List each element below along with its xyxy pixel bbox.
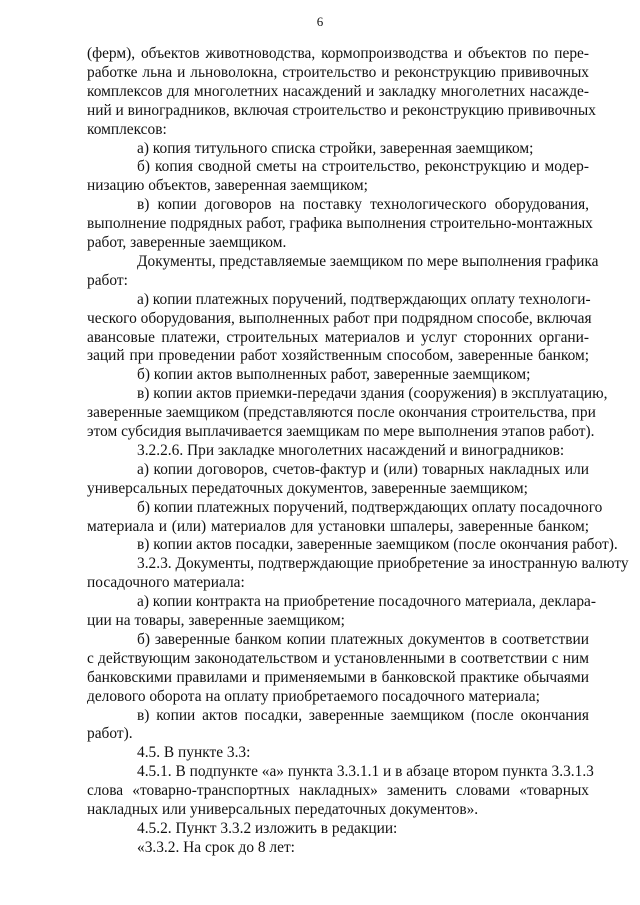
text-line: в) копии актов посадки, заверенные заемщиком (после окончания работ).: [137, 536, 618, 554]
text-line: «3.3.2. На срок до 8 лет:: [137, 838, 295, 856]
text-line: 4.5.1. В подпункте «а» пункта 3.3.1.1 и в абзаце втором пункта 3.3.1.3: [137, 763, 594, 781]
text-line: работ, заверенные заемщиком.: [87, 234, 287, 251]
text-line: б) копия сводной сметы на строительство, реконструкцию и модер-: [137, 158, 589, 176]
text-line: (ферм), объектов животноводства, кормопроизводства и объектов по пере-: [87, 45, 589, 62]
text-line: комплексов для многолетних насаждений и закладку многолетних насажде-: [87, 82, 589, 100]
page-number: 6: [316, 14, 324, 29]
text-line: этом субсидия выплачивается заемщикам по мере выполнения этапов работ).: [87, 423, 595, 440]
text-line: заверенные заемщиком (представляются после окончания строительства, при: [87, 404, 596, 422]
text-line: 3.2.3. Документы, подтверждающие приобретение за иностранную валюту: [137, 555, 629, 573]
text-line: в) копии договоров на поставку технологического оборудования,: [137, 196, 589, 214]
text-line: накладных или универсальных передаточных документов».: [87, 801, 479, 818]
text-line: работке льна и льноволокна, строительство и реконструкцию прививочных: [87, 63, 589, 81]
text-line: ческого оборудования, выполненных работ при подрядном способе, включая: [87, 309, 592, 327]
text-line: материала и (или) материалов для установки шпалеры, заверенные банком;: [87, 517, 589, 535]
text-line: делового оборота на оплату приобретаемого посадочного материала;: [87, 687, 540, 705]
text-line: ний и виноградников, включая строительство и реконструкцию прививочных: [87, 101, 596, 119]
text-line: заций при проведении работ хозяйственным способом, заверенные банком;: [87, 347, 589, 365]
text-line: выполнение подрядных работ, графика выполнения строительно-монтажных: [87, 215, 593, 233]
text-line: а) копии договоров, счетов-фактур и (или) товарных накладных или: [137, 460, 589, 478]
text-line: 3.2.2.6. При закладке многолетних насаждений и виноградников:: [137, 441, 565, 459]
text-line: комплексов:: [87, 120, 167, 138]
text-line: с действующим законодательством и установленными в соответствии с ним: [87, 649, 589, 667]
text-line: в) копии актов приемки-передачи здания (сооружения) в эксплуатацию,: [137, 385, 608, 403]
text-line: слова «товарно-транспортных накладных» заменить словами «товарных: [87, 782, 589, 800]
text-line: банковскими правилами и применяемыми в банковской практике обычаями: [87, 668, 589, 686]
text-line: низацию объектов, заверенная заемщиком;: [87, 177, 368, 195]
text-line: 4.5. В пункте 3.3:: [137, 744, 251, 762]
text-line: б) копии платежных поручений, подтверждающих оплату посадочного: [137, 498, 603, 516]
text-line: а) копия титульного списка стройки, заверенная заемщиком;: [137, 139, 534, 157]
text-line: а) копии контракта на приобретение посадочного материала, деклара-: [137, 593, 596, 611]
text-line: б) заверенные банком копии платежных документов в соответствии: [137, 630, 589, 648]
text-line: работ:: [87, 271, 128, 289]
text-line: авансовые платежи, строительных материалов и услуг сторонних органи-: [87, 328, 589, 346]
text-line: а) копии платежных поручений, подтверждающих оплату технологи-: [137, 290, 591, 308]
text-line: универсальных передаточных документов, заверенные заемщиком;: [87, 479, 528, 497]
text-line: в) копии актов посадки, заверенные заемщиком (после окончания: [137, 706, 589, 724]
text-line: 4.5.2. Пункт 3.3.2 изложить в редакции:: [137, 819, 398, 837]
text-line: работ).: [87, 725, 133, 743]
text-line: ции на товары, заверенные заемщиком;: [87, 612, 345, 629]
text-line: б) копии актов выполненных работ, заверенные заемщиком;: [137, 366, 531, 384]
text-line: посадочного материала:: [87, 574, 245, 592]
text-line: Документы, представляемые заемщиком по мере выполнения графика: [137, 252, 599, 270]
